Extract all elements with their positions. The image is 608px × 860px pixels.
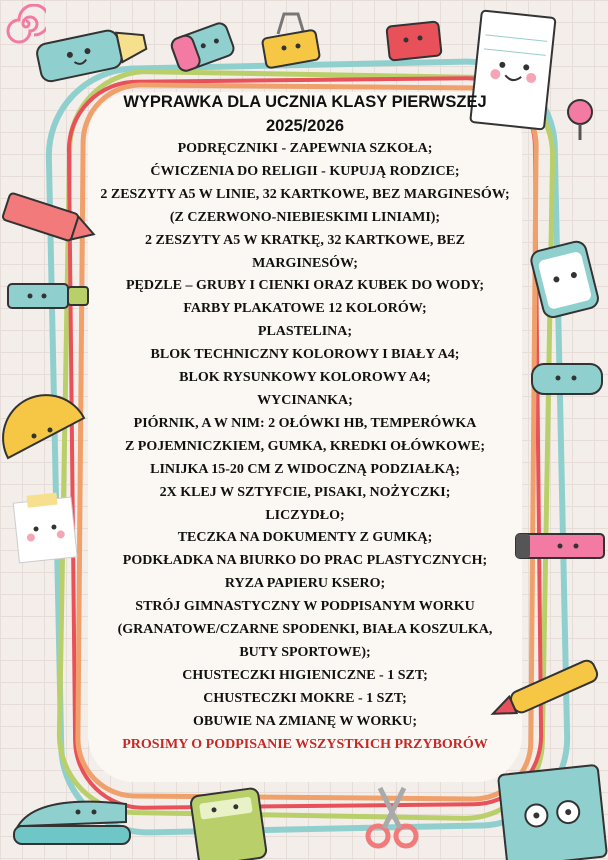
list-item: LINIJKA 15-20 CM Z WIDOCZNĄ PODZIAŁKĄ; — [150, 461, 460, 477]
sharpener-icon — [384, 18, 444, 64]
list-item: PLASTELINA; — [257, 324, 353, 340]
list-item: BUTY SPORTOWE); — [239, 644, 371, 660]
list-item: TECZKA NA DOKUMENTY Z GUMKĄ; — [177, 530, 433, 546]
list-item: ĆWICZENIA DO RELIGII - KUPUJĄ RODZICE; — [150, 163, 460, 179]
supply-list — [70, 90, 540, 756]
push-pin-icon — [560, 96, 600, 142]
list-item: Z POJEMNICZKIEM, GUMKA, KREDKI OŁÓWKOWE; — [124, 438, 486, 454]
list-item: PODKŁADKA NA BIURKO DO PRAC PLASTYCZNYCH; — [122, 553, 488, 569]
list-item: 2X KLEJ W SZTYFCIE, PISAKI, NOŻYCZKI; — [159, 484, 451, 500]
list-item: FARBY PLAKATOWE 12 KOLORÓW; — [183, 301, 427, 317]
book-icon — [492, 762, 608, 860]
binder-clip-icon — [256, 10, 326, 70]
list-item: 2 ZESZYTY A5 W KRATKĘ, 32 KARTKOWE, BEZ — [145, 232, 465, 248]
page-title: WYPRAWKA DLA UCZNIA KLASY PIERWSZEJ — [123, 93, 487, 111]
calculator-icon — [186, 786, 270, 860]
list-item: PODRĘCZNIKI - ZAPEWNIA SZKOŁA; — [177, 141, 433, 156]
list-item: BLOK TECHNICZNY KOLOROWY I BIAŁY A4; — [150, 347, 460, 363]
list-item: OBUWIE NA ZMIANĘ W WORKU; — [192, 713, 418, 729]
highlighter-icon — [28, 18, 158, 88]
list-item: CHUSTECZKI HIGIENICZNE - 1 SZT; — [182, 667, 428, 683]
list-item: BLOK RYSUNKOWY KOLOROWY A4; — [179, 370, 431, 386]
list-item: STRÓJ GIMNASTYCZNY W PODPISANYM WORKU — [135, 599, 475, 615]
list-item: RYZA PAPIERU KSERO; — [224, 576, 386, 592]
list-item: PIÓRNIK, A W NIM: 2 OŁÓWKI HB, TEMPERÓWKA — [133, 415, 477, 431]
list-item: WYCINANKA; — [257, 392, 353, 408]
list-item: MARGINESÓW; — [252, 255, 358, 271]
scissors-icon — [360, 782, 424, 854]
school-year: 2025/2026 — [266, 117, 344, 135]
stapler-icon — [8, 782, 136, 854]
eraser-icon — [168, 18, 238, 78]
list-item: PĘDZLE – GRUBY I CIENKI ORAZ KUBEK DO WODY; — [125, 278, 485, 294]
closing-note: PROSIMY O PODPISANIE WSZYSTKICH PRZYBORÓW — [122, 736, 488, 752]
list-item: 2 ZESZYTY A5 W LINIE, 32 KARTKOWE, BEZ MARGINESÓW; — [100, 186, 510, 202]
list-item: (Z CZERWONO-NIEBIESKIMI LINIAMI); — [169, 209, 441, 225]
list-item: CHUSTECZKI MOKRE - 1 SZT; — [203, 690, 407, 706]
list-item: LICZYDŁO; — [265, 507, 345, 523]
list-item: (GRANATOWE/CZARNE SPODENKI, BIAŁA KOSZULKA, — [117, 622, 493, 638]
